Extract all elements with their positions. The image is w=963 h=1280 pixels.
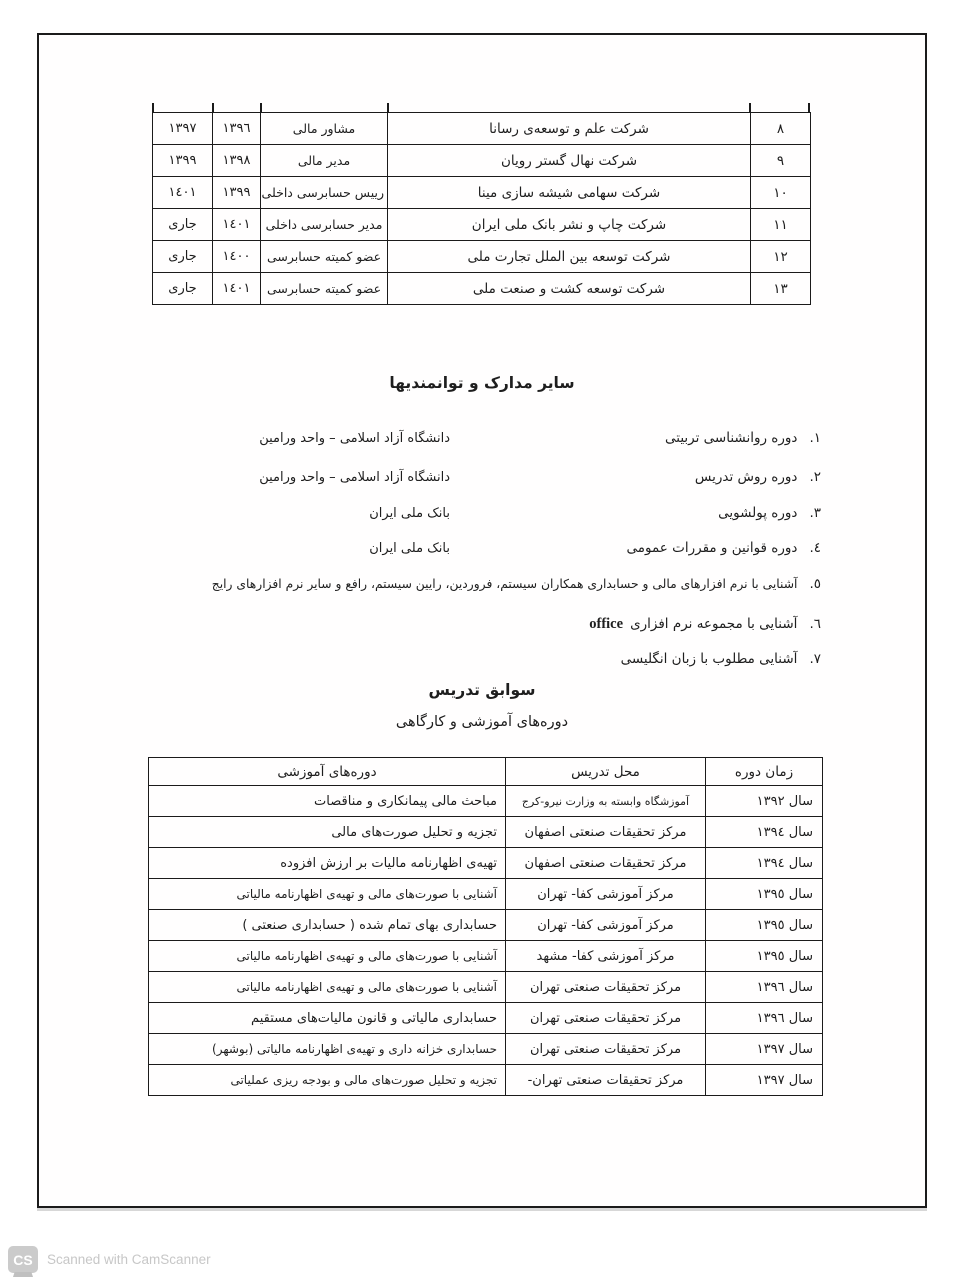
experience-row	[153, 273, 811, 305]
experience-cell-company: شرکت چاپ و نشر بانک ملی ایران	[388, 209, 751, 241]
skill-item-text: دوره روش تدریس	[694, 469, 798, 485]
camscanner-icon-label: CS	[13, 1251, 33, 1268]
teaching-cell-location: مرکز تحقیقات صنعتی تهران	[506, 972, 706, 1003]
teaching-cell-course: مباحث مالی پیمانکاری و مناقصات	[149, 786, 506, 817]
teaching-table	[148, 757, 822, 1096]
teaching-cell-location: مرکز تحقیقات صنعتی تهران	[506, 1034, 706, 1065]
teaching-cell-location: مرکز تحقیقات صنعتی تهران	[506, 1003, 706, 1034]
skill-item-text: دوره پولشویی	[718, 505, 798, 521]
experience-cell-from: ١٣٩٩	[213, 177, 261, 209]
table-continuation-stub	[808, 103, 810, 112]
teaching-cell-location: مرکز تحقیقات صنعتی اصفهان	[506, 817, 706, 848]
teaching-row	[149, 1003, 823, 1034]
experience-cell-to: جاری	[153, 209, 213, 241]
skill-item	[39, 613, 925, 635]
teaching-cell-location: مرکز تحقیقات صنعتی اصفهان	[506, 848, 706, 879]
experience-cell-to: ١٣٩٩	[153, 145, 213, 177]
teaching-cell-location: مرکز آموزشی کفا- مشهد	[506, 941, 706, 972]
teaching-cell-time: سال ١٣٩٧	[706, 1065, 823, 1096]
experience-cell-num: ٩	[751, 145, 811, 177]
teaching-row	[149, 972, 823, 1003]
teaching-header-cell-2: دوره‌های آموزشی	[149, 758, 506, 786]
teaching-cell-time: سال ١٣٩٧	[706, 1034, 823, 1065]
experience-cell-num: ٨	[751, 113, 811, 145]
experience-cell-company: شرکت توسعه کشت و صنعت ملی	[388, 273, 751, 305]
teaching-header-cell-1: محل تدریس	[506, 758, 706, 786]
skill-item-issuer: بانک ملی ایران	[369, 540, 450, 556]
experience-cell-position: مدیر مالی	[261, 145, 388, 177]
experience-row	[153, 209, 811, 241]
teaching-cell-time: سال ١٣٩٥	[706, 879, 823, 910]
teaching-header-cell-0: زمان دوره	[706, 758, 823, 786]
teaching-cell-location: مرکز تحقیقات صنعتی تهران-	[506, 1065, 706, 1096]
skill-item-issuer: بانک ملی ایران	[369, 505, 450, 521]
skill-item-issuer: دانشگاه آزاد اسلامی – واحد ورامین	[259, 469, 450, 485]
experience-cell-from: ١٣٩٨	[213, 145, 261, 177]
teaching-cell-course: آشنایی با صورت‌های مالی و تهیه‌ی اظهارنامه مالیاتی	[149, 941, 506, 972]
experience-cell-to: جاری	[153, 241, 213, 273]
experience-cell-position: مشاور مالی	[261, 113, 388, 145]
experience-cell-company: شرکت نهال گستر رویان	[388, 145, 751, 177]
experience-table-grid	[152, 112, 811, 305]
experience-table	[152, 112, 810, 305]
skills-section-title: سایر مدارک و توانمندیها	[389, 374, 575, 392]
table-continuation-stub	[152, 103, 154, 112]
experience-cell-num: ١٠	[751, 177, 811, 209]
experience-row	[153, 177, 811, 209]
experience-cell-to: ١٤٠١	[153, 177, 213, 209]
scanned-page-frame	[37, 33, 927, 1208]
experience-cell-num: ١٢	[751, 241, 811, 273]
experience-cell-from: ١٤٠٠	[213, 241, 261, 273]
experience-cell-position: عضو کمیته حسابرسی	[261, 241, 388, 273]
experience-cell-position: مدیر حسابرسی داخلی	[261, 209, 388, 241]
table-continuation-stub	[260, 103, 262, 112]
teaching-cell-course: آشنایی با صورت‌های مالی و تهیه‌ی اظهارنامه مالیاتی	[149, 879, 506, 910]
teaching-cell-course: تجزیه و تحلیل صورت‌های مالی و بودجه ریزی عملیاتی	[149, 1065, 506, 1096]
teaching-cell-course: تجزیه و تحلیل صورت‌های مالی	[149, 817, 506, 848]
teaching-cell-course: تهیه‌ی اظهارنامه مالیات بر ارزش افزوده	[149, 848, 506, 879]
experience-cell-from: ١٤٠١	[213, 209, 261, 241]
teaching-cell-course: حسابداری بهای تمام شده ( حسابداری صنعتی )	[149, 910, 506, 941]
skill-item-number: ١.	[809, 430, 821, 446]
skill-item-number: ٦.	[809, 616, 821, 632]
teaching-section-subtitle: دوره‌های آموزشی و کارگاهی	[395, 714, 569, 730]
teaching-row	[149, 848, 823, 879]
teaching-table-body	[149, 786, 823, 1096]
teaching-row	[149, 1065, 823, 1096]
table-continuation-stub	[749, 103, 751, 112]
experience-table-body	[153, 113, 811, 305]
skill-item-issuer: دانشگاه آزاد اسلامی – واحد ورامین	[259, 430, 450, 446]
teaching-row	[149, 941, 823, 972]
experience-cell-to: ١٣٩٧	[153, 113, 213, 145]
teaching-cell-time: سال ١٣٩٤	[706, 848, 823, 879]
teaching-cell-time: سال ١٣٩٢	[706, 786, 823, 817]
skill-item	[39, 648, 925, 670]
camscanner-watermark	[8, 1246, 211, 1273]
experience-cell-company: شرکت توسعه بین الملل تجارت ملی	[388, 241, 751, 273]
experience-cell-to: جاری	[153, 273, 213, 305]
teaching-table-grid	[148, 757, 823, 1096]
table-continuation-stub	[387, 103, 389, 112]
camscanner-text: Scanned with CamScanner	[47, 1252, 211, 1267]
skill-item-number: ٢.	[809, 469, 821, 485]
skill-item-number: ٤.	[809, 540, 821, 556]
skill-item	[39, 537, 925, 559]
teaching-cell-time: سال ١٣٩٦	[706, 1003, 823, 1034]
teaching-cell-course: آشنایی با صورت‌های مالی و تهیه‌ی اظهارنامه مالیاتی	[149, 972, 506, 1003]
skill-item-number: ٣.	[809, 505, 821, 521]
skill-item	[39, 573, 925, 595]
experience-cell-num: ١١	[751, 209, 811, 241]
teaching-cell-location: مرکز آموزشی کفا- تهران	[506, 879, 706, 910]
table-continuation-stub	[212, 103, 214, 112]
experience-cell-company: شرکت علم و توسعه‌ی رسانا	[388, 113, 751, 145]
teaching-row	[149, 879, 823, 910]
teaching-row	[149, 817, 823, 848]
teaching-cell-location: آموزشگاه وابسته به وزارت نیرو-کرج	[506, 786, 706, 817]
experience-cell-company: شرکت سهامی شیشه سازی مینا	[388, 177, 751, 209]
teaching-row	[149, 1034, 823, 1065]
experience-cell-position: عضو کمیته حسابرسی	[261, 273, 388, 305]
skill-item-number: ٥.	[809, 576, 821, 592]
experience-cell-position: رییس حسابرسی داخلی	[261, 177, 388, 209]
skill-item-text: آشنایی با نرم افزارهای مالی و حسابداری همکاران سیستم، فروردین، رایین سیستم، رافع و سایر نرم افزارهای رایج	[211, 577, 798, 591]
teaching-row	[149, 910, 823, 941]
skill-item-text: دوره روانشناسی تربیتی	[665, 430, 798, 446]
skill-item	[39, 466, 925, 488]
skill-item-text: دوره قوانین و مقررات عمومی	[626, 540, 798, 556]
teaching-cell-time: سال ١٣٩٤	[706, 817, 823, 848]
teaching-section-title: سوابق تدریس	[428, 681, 536, 699]
teaching-cell-location: مرکز آموزشی کفا- تهران	[506, 910, 706, 941]
skill-item-number: ٧.	[809, 651, 821, 667]
teaching-cell-course: حسابداری مالیاتی و قانون مالیات‌های مستقیم	[149, 1003, 506, 1034]
teaching-cell-time: سال ١٣٩٦	[706, 972, 823, 1003]
teaching-row	[149, 786, 823, 817]
skill-item	[39, 427, 925, 449]
teaching-cell-time: سال ١٣٩٥	[706, 910, 823, 941]
skill-item-text: آشنایی با مجموعه نرم افزاری	[630, 616, 798, 632]
experience-row	[153, 241, 811, 273]
skill-item	[39, 502, 925, 524]
experience-row	[153, 145, 811, 177]
camscanner-icon	[8, 1246, 38, 1273]
skill-item-text: آشنایی مطلوب با زبان انگلیسی	[620, 651, 798, 667]
experience-cell-num: ١٣	[751, 273, 811, 305]
teaching-cell-course: حسابداری خزانه داری و تهیه‌ی اظهارنامه مالیاتی (بوشهر)	[149, 1034, 506, 1065]
teaching-cell-time: سال ١٣٩٥	[706, 941, 823, 972]
skill-item-latin-text: office	[589, 615, 624, 632]
experience-cell-from: ١٣٩٦	[213, 113, 261, 145]
experience-cell-from: ١٤٠١	[213, 273, 261, 305]
experience-row	[153, 113, 811, 145]
teaching-table-header-row	[149, 758, 823, 786]
